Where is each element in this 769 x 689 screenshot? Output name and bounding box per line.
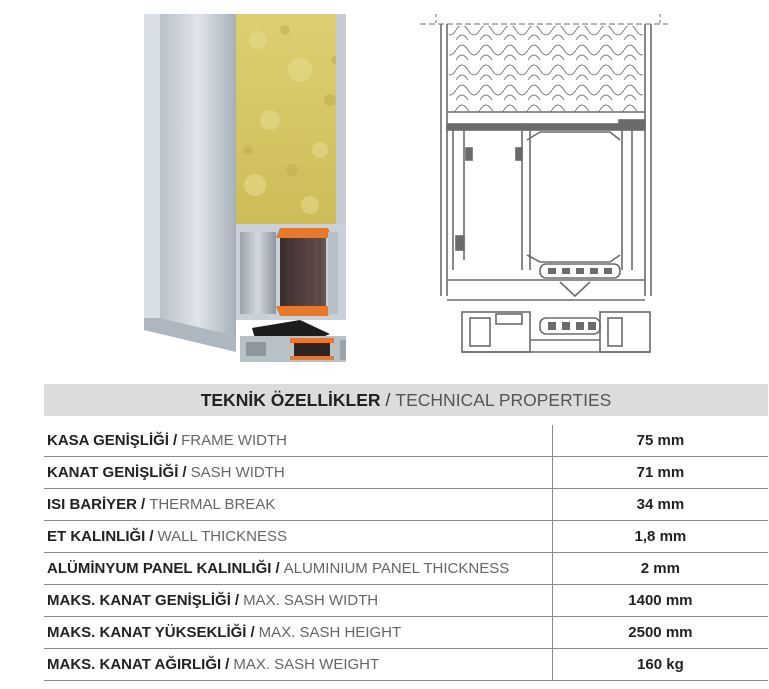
profile-technical-drawing	[420, 14, 668, 352]
property-label-tr: KASA GENİŞLİĞİ	[47, 432, 169, 449]
property-value: 160 kg	[552, 649, 768, 681]
property-separator: /	[149, 528, 154, 545]
property-label-tr: ET KALINLIĞI	[47, 528, 146, 545]
property-label-tr: ISI BARİYER	[47, 496, 138, 513]
table-row	[44, 457, 768, 489]
property-value: 2 mm	[552, 553, 768, 585]
property-label-en: ALUMINIUM PANEL THICKNESS	[283, 560, 510, 577]
property-label-en: FRAME WIDTH	[181, 432, 287, 449]
property-value: 1400 mm	[552, 585, 768, 617]
property-separator: /	[225, 656, 230, 673]
property-separator: /	[141, 496, 146, 513]
property-label-en: THERMAL BREAK	[149, 496, 276, 513]
header-title-en: TECHNICAL PROPERTIES	[395, 389, 612, 410]
property-label-tr: KANAT GENİŞLİĞİ	[47, 464, 179, 481]
property-separator: /	[182, 464, 187, 481]
door-section-3d	[144, 14, 346, 362]
property-separator: /	[250, 624, 255, 641]
property-value: 34 mm	[552, 489, 768, 521]
property-label-en: WALL THICKNESS	[157, 528, 287, 545]
technical-properties-table	[44, 425, 768, 681]
table-row	[44, 425, 768, 457]
property-label-tr: MAKS. KANAT YÜKSEKLİĞİ	[47, 624, 247, 641]
property-label-tr: ALÜMİNYUM PANEL KALINLIĞI	[47, 560, 272, 577]
property-value: 71 mm	[552, 457, 768, 489]
property-separator: /	[234, 592, 240, 609]
table-row	[44, 521, 768, 553]
property-value: 75 mm	[552, 425, 768, 457]
property-label-tr: MAKS. KANAT GENİŞLİĞİ	[47, 592, 231, 609]
property-separator: /	[275, 560, 280, 577]
table-row	[44, 585, 768, 617]
table-row	[44, 489, 768, 521]
table-row	[44, 553, 768, 585]
header-separator: /	[385, 389, 391, 410]
table-row	[44, 617, 768, 649]
property-label-en: SASH WIDTH	[190, 464, 285, 481]
property-separator: /	[172, 432, 178, 449]
technical-properties-header	[44, 384, 768, 416]
property-value: 1,8 mm	[552, 521, 768, 553]
property-label-en: MAX. SASH WEIGHT	[233, 656, 380, 673]
property-label-en: MAX. SASH HEIGHT	[258, 624, 402, 641]
table-row	[44, 649, 768, 681]
header-title-tr: TEKNİK ÖZELLİKLER	[200, 389, 381, 410]
property-value: 2500 mm	[552, 617, 768, 649]
property-label-en: MAX. SASH WIDTH	[243, 592, 379, 609]
property-label-tr: MAKS. KANAT AĞIRLIĞI	[47, 656, 222, 673]
